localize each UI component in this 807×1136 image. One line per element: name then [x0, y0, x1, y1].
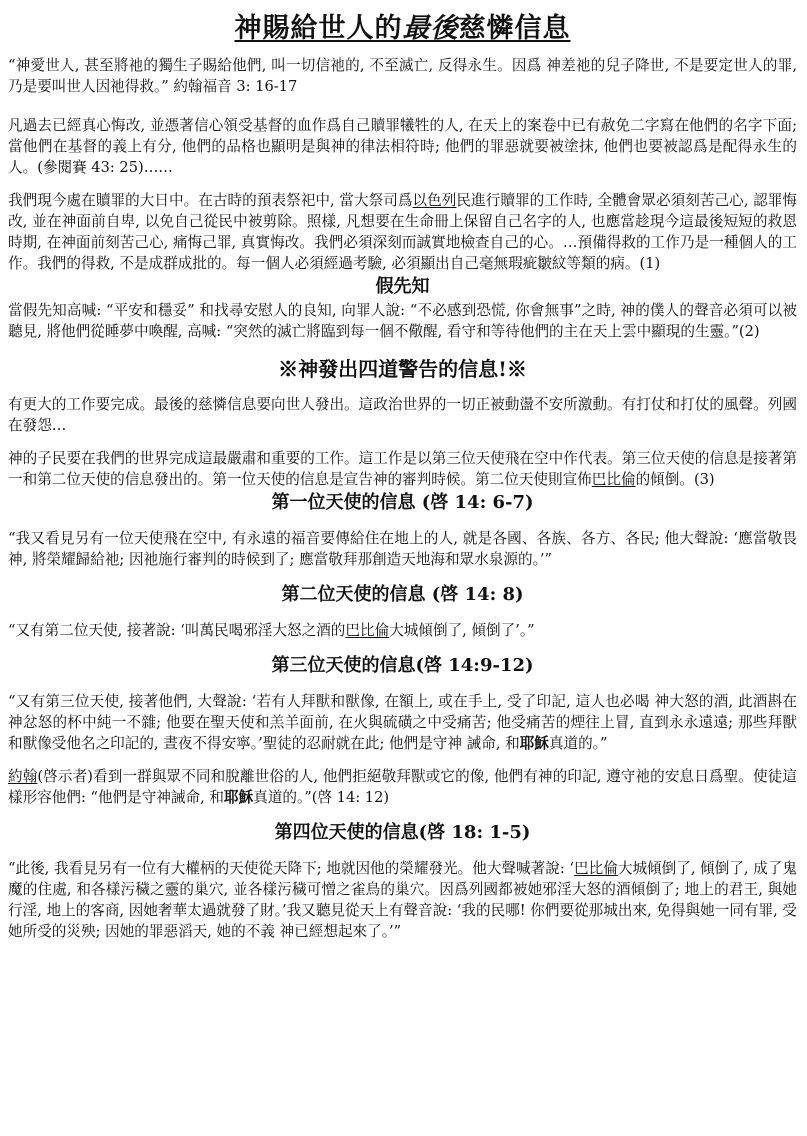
quote-third-angel: “又有第三位天使, 接著他們, 大聲說: ‘若有人拜獸和獸像, 在額上, 或在手上, 受了印記, 這人也必喝 神大怒的酒, 此酒斟在神忿怒的杯中純一不雜; 他要在聖天使和羔羊面前, 在火與硫磺之中受痛苦; 他受痛苦的煙往上冒, 直到永永遠遠; 那些拜獸和獸像受他名之印記的, 晝夜不得安寧。’聖徒的忍耐就在此; 他們是守神 誡命, 和耶穌真道的。”: [8, 693, 797, 752]
quote-john-3-16: “神愛世人, 甚至將祂的獨生子賜給他們, 叫一切信祂的, 不至滅亡, 反得永生。因爲 神差祂的兒子降世, 不是要定世人的罪, 乃是要叫世人因祂得救。” 約翰福音 3: 16-17: [8, 57, 797, 95]
quote-second-angel: “又有第二位天使, 接著說: ‘叫萬民喝邪淫大怒之酒的巴比倫大城傾倒了, 傾倒了’。”: [8, 622, 535, 639]
paragraph-gods-people: 神的子民要在我們的世界完成這最嚴肅和重要的工作。這工作是以第三位天使飛在空中作代表。第三位天使的信息是接著第一和第二位天使的信息發出的。第一位天使的信息是宣告神的審判時候。第二位天使則宣佈巴比倫的傾倒。(3): [8, 450, 797, 488]
title-emphasis: 最後: [402, 13, 459, 44]
term-babylon: 巴比倫: [591, 471, 636, 488]
term-jesus: 耶穌: [519, 735, 549, 752]
heading-first-angel: 第一位天使的信息 (啓 14: 6-7): [271, 492, 534, 513]
heading-false-prophets: 假先知: [375, 276, 430, 297]
heading-four-warnings: ※神發出四道警告的信息!※: [278, 357, 527, 381]
paragraph-atonement: 我們現今處在贖罪的大日中。在古時的預表祭祀中, 當大祭司爲以色列民進行贖罪的工作時, 全體會眾必須刻苦己心, 認罪悔改, 並在神面前自卑, 以免自己從民中被剪除。照樣, 凡想要在生命冊上保留自己名字的人, 也應當趁現今這最後短短的救恩時期, 在神面前刻苦己心, 痛悔己罪, 真實悔改。我們必須深刻而誠實地檢查自己的心。…預備得救的工作乃是一種個人的工作。我們的得救, 不是成群成批的。每一個人必須經過考驗, 必須顯出自己毫無瑕疵皺紋等類的病。(1): [8, 192, 798, 272]
term-israel: 以色列: [412, 192, 457, 209]
page-title: [8, 6, 797, 45]
term-babylon: 巴比倫: [345, 622, 390, 639]
term-john: 約翰: [8, 768, 38, 785]
paragraph-repentance: 凡過去已經真心悔改, 並憑著信心領受基督的血作爲自己贖罪犧牲的人, 在天上的案卷中已有赦免二字寫在他們的名字下面; 當他們在基督的義上有分, 他們的品格也顯明是與神的律法相符時; 他們的罪惡就要被塗抹, 他們也要被認爲是配得永生的人。(參閱賽 43: 25)……: [8, 117, 797, 176]
title-underlined: [235, 13, 571, 44]
paragraph-greater-work: 有更大的工作要完成。最後的慈憐信息要向世人發出。這政治世界的一切正被動盪不安所激動。有打仗和打仗的風聲。列國在發怨…: [8, 396, 797, 434]
heading-third-angel: 第三位天使的信息(啓 14:9-12): [271, 655, 534, 676]
paragraph-false-prophets: 當假先知高喊: “平安和穩妥” 和找尋安慰人的良知, 向罪人說: “不必感到恐慌, 你會無事”之時, 神的僕人的聲音必須可以被聽見, 將他們從睡夢中喚醒, 高喊: “突然的滅亡將臨到每一個不儆醒, 看守和等待他們的主在天上雲中顯現的生靈。”(2): [8, 302, 797, 340]
title-suffix: 慈憐信息: [458, 13, 571, 44]
term-jesus: 耶穌: [224, 789, 254, 806]
heading-second-angel: 第二位天使的信息 (啓 14: 8): [281, 584, 524, 605]
paragraph-john-revelator: 約翰(啓示者)看到一群與眾不同和脫離世俗的人, 他們拒絕敬拜獸或它的像, 他們有神的印記, 遵守祂的安息日爲聖。使徒這樣形容他們: “他們是守神誡命, 和耶穌真道的。”(啓 14: 12): [8, 768, 797, 806]
quote-first-angel: “我又看見另有一位天使飛在空中, 有永遠的福音要傳給住在地上的人, 就是各國、各族、各方、各民; 他大聲說: ‘應當敬畏神, 將榮耀歸給祂; 因祂施行審判的時候到了; 應當敬拜那創造天地海和眾水泉源的。’”: [8, 530, 797, 568]
term-babylon: 巴比倫: [574, 860, 618, 877]
heading-fourth-angel: 第四位天使的信息(啓 18: 1-5): [274, 822, 531, 843]
title-prefix: 神賜給世人的: [234, 13, 403, 44]
quote-fourth-angel: “此後, 我看見另有一位有大權柄的天使從天降下; 地就因他的榮耀發光。他大聲喊著說: ‘巴比倫大城傾倒了, 傾倒了, 成了鬼魔的住處, 和各樣污穢之靈的巢穴, 並各樣污穢可憎之雀鳥的巢穴。因爲列國都被她邪淫大怒的酒傾倒了; 地上的君王, 與她行淫, 地上的客商, 因她奢華太過就發了財。’我又聽見從天上有聲音說: ‘我的民哪! 你們要從那城出來, 免得與她一同有罪, 受她所受的災殃; 因她的罪惡滔天, 她的不義 神已經想起來了。’”: [8, 860, 797, 940]
